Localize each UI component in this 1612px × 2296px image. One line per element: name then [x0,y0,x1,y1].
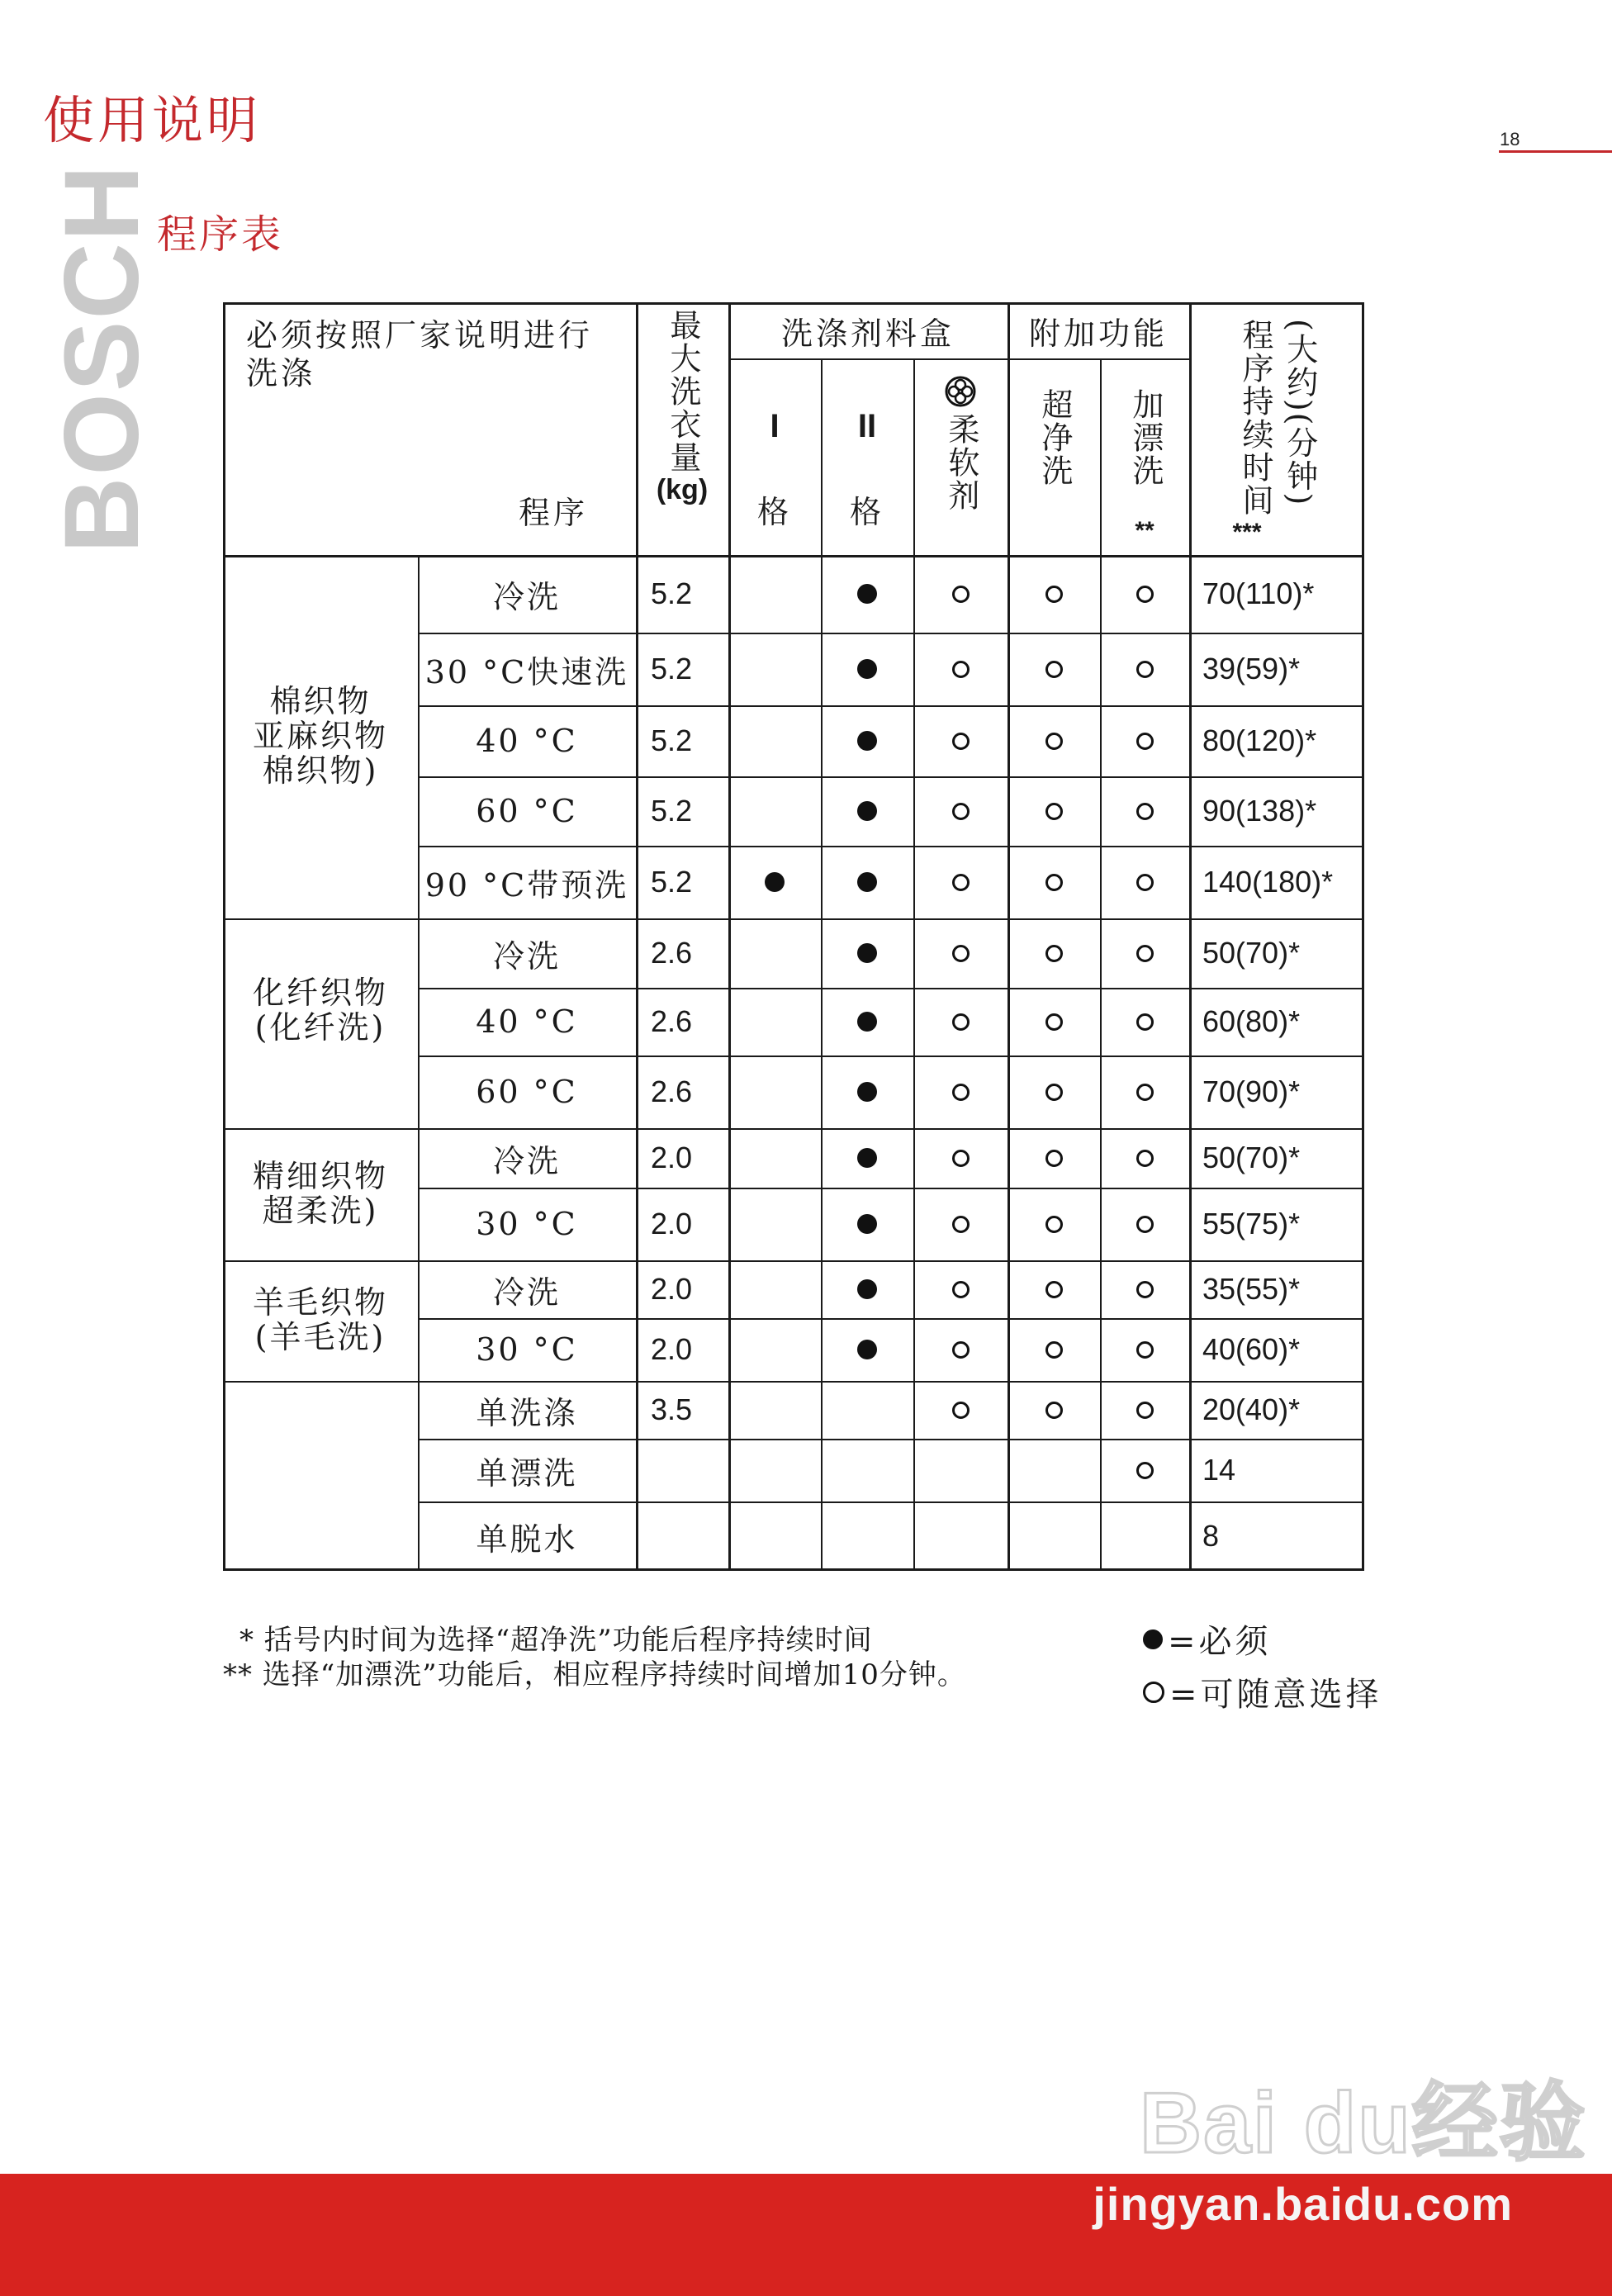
header-extra-rinse [1100,388,1189,529]
page-number-rule [1499,150,1612,153]
option-cell-soft [913,1188,1007,1260]
option-cell-c1 [728,633,821,705]
header-max-load-text: 最大洗衣量 [664,309,701,474]
option-cell-soft [913,846,1007,918]
option-cell-super [1007,1381,1100,1439]
filled-dot-icon [857,872,877,892]
open-circle-icon [1136,661,1154,678]
row-rule [418,1188,1364,1189]
option-cell-rinse [1100,918,1189,988]
option-cell-c1 [728,1381,821,1439]
max-load-value: 5.2 [651,652,693,685]
open-circle-icon [1136,874,1154,891]
option-cell-c2 [821,555,913,633]
header-rule [223,555,1364,557]
option-cell-super [1007,988,1100,1055]
open-circle-icon [952,945,970,962]
option-cell-rinse [1100,555,1189,633]
open-circle-icon [1136,1281,1154,1298]
option-cell-c1 [728,988,821,1055]
open-circle-icon [952,1150,970,1167]
option-cell-c1 [728,1439,821,1501]
duration-value: 20(40)* [1202,1392,1301,1426]
duration-value: 39(59)* [1202,652,1301,685]
option-cell-super [1007,1260,1100,1318]
option-cell-super [1007,1128,1100,1188]
option-cell-soft [913,633,1007,705]
baidu-watermark: Bai du经验 [1140,2075,1587,2171]
option-cell-soft [913,1381,1007,1439]
compartment-2-mark: II [857,407,877,444]
option-cell-super [1007,1501,1100,1571]
program-name: 单洗涤 [476,1394,578,1431]
compartment-1-label: 格 [756,493,792,530]
open-circle-icon [1136,1462,1154,1479]
group-label-line: 羊毛织物 [252,1284,388,1321]
option-cell-rinse [1100,633,1189,705]
open-circle-icon [952,1341,970,1359]
option-cell-super [1007,1318,1100,1381]
open-circle-icon [1045,1084,1063,1101]
option-cell-c2 [821,776,913,846]
footnote-2: ** 选择“加漂洗”功能后，相应程序持续时间增加10分钟。 [223,1658,966,1691]
option-cell-rinse [1100,846,1189,918]
open-circle-icon [1045,586,1063,603]
program-name: 30 °C [476,1331,578,1368]
option-cell-super [1007,705,1100,776]
open-circle-icon [1136,1084,1154,1101]
max-load-value: 5.2 [651,723,693,757]
option-cell-rinse [1100,1128,1189,1188]
option-cell-soft [913,1128,1007,1188]
open-circle-icon [1143,1682,1164,1703]
duration-value: 40(60)* [1202,1332,1301,1366]
option-cell-soft [913,555,1007,633]
header-duration-mark: *** [1232,519,1262,546]
row-rule [418,1055,1364,1057]
program-name: 冷洗 [492,578,561,615]
open-circle-icon [952,733,970,750]
group-label-cotton [223,555,418,918]
option-cell-c1 [728,846,821,918]
max-load-value: 3.5 [651,1392,693,1426]
footer-url: jingyan.baidu.com [1093,2178,1513,2230]
duration-value: 140(180)* [1202,865,1334,899]
compartment-2-label: 格 [849,493,884,530]
option-cell-c2 [821,846,913,918]
open-circle-icon [1136,586,1154,603]
option-cell-rinse [1100,705,1189,776]
open-circle-icon [1045,1402,1063,1419]
group-label-line: (羊毛洗) [254,1319,386,1355]
filled-dot-icon [857,1082,877,1102]
open-circle-icon [952,586,970,603]
option-cell-soft [913,776,1007,846]
option-cell-rinse [1100,1381,1189,1439]
program-name: 90 °C带预洗 [424,866,629,904]
group-label-delicate [223,1128,418,1260]
option-cell-c1 [728,555,821,633]
duration-value: 55(75)* [1202,1207,1301,1241]
open-circle-icon [1136,945,1154,962]
option-cell-soft [913,1318,1007,1381]
option-cell-c1 [728,705,821,776]
option-cell-super [1007,918,1100,988]
legend-optional [1143,1668,1382,1715]
header-detergent-box: 洗涤剂料盒 [780,315,955,352]
column-rule [1100,358,1102,1571]
open-circle-icon [952,1281,970,1298]
compartment-1-mark: I [770,407,780,444]
group-label-line: 超柔洗) [262,1193,379,1229]
header-instruction-text: 必须按照厂家说明进行洗涤 [246,317,594,391]
program-name: 冷洗 [492,937,561,975]
header-softener-text: 柔软剂 [942,413,979,512]
page-number: 18 [1500,129,1520,149]
option-cell-soft [913,1055,1007,1128]
open-circle-icon [1045,1013,1063,1031]
open-circle-icon [952,874,970,891]
section-title: 程序表 [157,211,284,258]
option-cell-rinse [1100,1188,1189,1260]
row-rule [418,988,1364,989]
column-rule [418,555,420,1571]
footnote-1: * 括号内时间为选择“超净洗”功能后程序持续时间 [239,1624,873,1657]
option-cell-soft [913,1439,1007,1501]
row-rule [418,846,1364,847]
header-duration [1189,319,1364,517]
open-circle-icon [1045,874,1063,891]
option-cell-super [1007,1439,1100,1501]
program-name: 单脱水 [476,1520,578,1558]
row-rule [418,1439,1364,1440]
program-name: 单漂洗 [476,1454,578,1492]
max-load-value [636,1439,728,1501]
max-load-value: 2.6 [651,936,693,970]
program-name: 30 °C快速洗 [424,653,629,690]
group-label-line: (化纤洗) [254,1008,386,1046]
header-softener [913,375,1007,540]
header-program-label: 程序 [518,494,588,531]
duration-value: 50(70)* [1202,936,1301,970]
option-cell-super [1007,846,1100,918]
max-load-value: 2.0 [651,1207,693,1241]
option-cell-c1 [728,776,821,846]
option-cell-c2 [821,705,913,776]
open-circle-icon [1136,1216,1154,1233]
open-circle-icon [1045,945,1063,962]
open-circle-icon [1045,1216,1063,1233]
option-cell-soft [913,918,1007,988]
open-circle-icon [952,1084,970,1101]
filled-dot-icon [857,659,877,679]
filled-dot-icon [857,943,877,963]
filled-dot-icon [857,1012,877,1032]
option-cell-rinse [1100,988,1189,1055]
option-cell-rinse [1100,1055,1189,1128]
max-load-value: 5.2 [651,576,693,610]
column-rule [821,358,823,1571]
group-rule [223,1381,1364,1383]
table-border [223,302,1364,305]
program-name: 冷洗 [492,1142,561,1179]
duration-value: 50(70)* [1202,1141,1301,1174]
page-title: 使用说明 [43,90,262,150]
open-circle-icon [1136,1402,1154,1419]
max-load-value: 2.6 [651,1004,693,1038]
open-circle-icon [1136,1013,1154,1031]
option-cell-rinse [1100,1260,1189,1318]
program-name: 30 °C [476,1206,578,1242]
program-name: 40 °C [476,1003,578,1040]
header-super-wash-text: 超净洗 [1036,388,1073,487]
program-table [223,302,1364,1571]
group-label-synthetic [223,918,418,1128]
option-cell-c2 [821,1439,913,1501]
option-cell-soft [913,1260,1007,1318]
group-rule [223,918,1364,920]
option-cell-soft [913,1501,1007,1571]
group-label-line: 精细织物 [252,1158,388,1195]
max-load-value [636,1501,728,1571]
option-cell-c2 [821,1318,913,1381]
option-cell-super [1007,776,1100,846]
duration-value: 60(80)* [1202,1004,1301,1038]
option-cell-rinse [1100,1439,1189,1501]
column-rule [913,358,915,1571]
filled-dot-icon [857,1214,877,1234]
duration-value: 70(90)* [1202,1074,1301,1108]
max-load-value: 2.6 [651,1074,693,1108]
group-label-line: 化纤织物 [252,975,388,1011]
option-cell-c2 [821,1188,913,1260]
group-rule [223,1260,1364,1262]
row-rule [418,633,1364,634]
group-rule [223,1128,1364,1130]
row-rule [418,705,1364,707]
filled-dot-icon [857,801,877,821]
program-name: 40 °C [476,723,578,759]
row-rule [418,1501,1364,1503]
open-circle-icon [1045,1341,1063,1359]
duration-value: 35(55)* [1202,1272,1301,1306]
group-label-line: 亚麻织物 [252,718,388,755]
open-circle-icon [952,803,970,820]
header-max-load [636,309,728,548]
group-label-wool [223,1260,418,1381]
option-cell-c1 [728,918,821,988]
header-extra-rinse-text: 加漂洗 [1126,388,1164,487]
option-cell-soft [913,705,1007,776]
open-circle-icon [952,661,970,678]
option-cell-super [1007,1055,1100,1128]
header-extra-rinse-mark: ** [1135,517,1154,544]
option-cell-c2 [821,633,913,705]
open-circle-icon [952,1402,970,1419]
duration-value: 80(120)* [1202,723,1317,757]
program-name: 60 °C [476,1074,578,1110]
header-rule [728,358,1189,360]
option-cell-super [1007,633,1100,705]
option-cell-c2 [821,988,913,1055]
duration-value: 8 [1202,1519,1220,1553]
open-circle-icon [1136,1341,1154,1359]
open-circle-icon [1136,1150,1154,1167]
max-load-value: 2.0 [651,1272,693,1306]
filled-dot-icon [857,1279,877,1299]
row-rule [418,776,1364,778]
table-border [223,1568,1364,1571]
open-circle-icon [1045,661,1063,678]
option-cell-soft [913,988,1007,1055]
open-circle-icon [1136,733,1154,750]
filled-dot-icon [765,872,785,892]
option-cell-c2 [821,1501,913,1571]
open-circle-icon [1045,1281,1063,1298]
header-extra-functions: 附加功能 [1028,315,1168,352]
max-load-value: 2.0 [651,1141,693,1174]
option-cell-c1 [728,1055,821,1128]
group-label-line: 棉织物 [269,683,372,720]
program-name: 冷洗 [492,1274,561,1311]
row-rule [418,1318,1364,1320]
option-cell-c1 [728,1260,821,1318]
filled-dot-icon [1143,1629,1163,1649]
max-load-value: 2.0 [651,1332,693,1366]
option-cell-rinse [1100,1318,1189,1381]
header-duration-text: 程序持续时间 [1237,319,1273,517]
option-cell-c2 [821,1055,913,1128]
legend-optional-text: =可随意选择 [1169,1676,1382,1714]
duration-value: 90(138)* [1202,794,1317,828]
option-cell-c2 [821,1128,913,1188]
open-circle-icon [1045,803,1063,820]
option-cell-rinse [1100,1501,1189,1571]
option-cell-super [1007,555,1100,633]
flower-icon [944,375,977,408]
header-duration-unit: (大约)(分钟) [1281,319,1318,507]
filled-dot-icon [857,1340,877,1359]
filled-dot-icon [857,584,877,604]
option-cell-c1 [728,1318,821,1381]
program-name: 60 °C [476,793,578,829]
option-cell-super [1007,1188,1100,1260]
legend-required [1143,1615,1272,1663]
max-load-value: 5.2 [651,865,693,899]
filled-dot-icon [857,731,877,751]
duration-value: 70(110)* [1202,576,1315,610]
header-super-wash [1007,388,1100,529]
option-cell-rinse [1100,776,1189,846]
option-cell-c1 [728,1188,821,1260]
max-load-value: 5.2 [651,794,693,828]
open-circle-icon [1136,803,1154,820]
brand-logo-text: BOSCH [43,163,161,553]
filled-dot-icon [857,1148,877,1168]
option-cell-c1 [728,1501,821,1571]
group-label-line: 棉织物) [262,752,379,789]
open-circle-icon [1045,1150,1063,1167]
open-circle-icon [952,1013,970,1031]
option-cell-c2 [821,1260,913,1318]
open-circle-icon [1045,733,1063,750]
option-cell-c2 [821,918,913,988]
option-cell-c1 [728,1128,821,1188]
legend-required-text: =必须 [1168,1623,1272,1661]
open-circle-icon [952,1216,970,1233]
header-max-load-unit: (kg) [656,474,709,505]
duration-value: 14 [1202,1453,1236,1487]
option-cell-c2 [821,1381,913,1439]
